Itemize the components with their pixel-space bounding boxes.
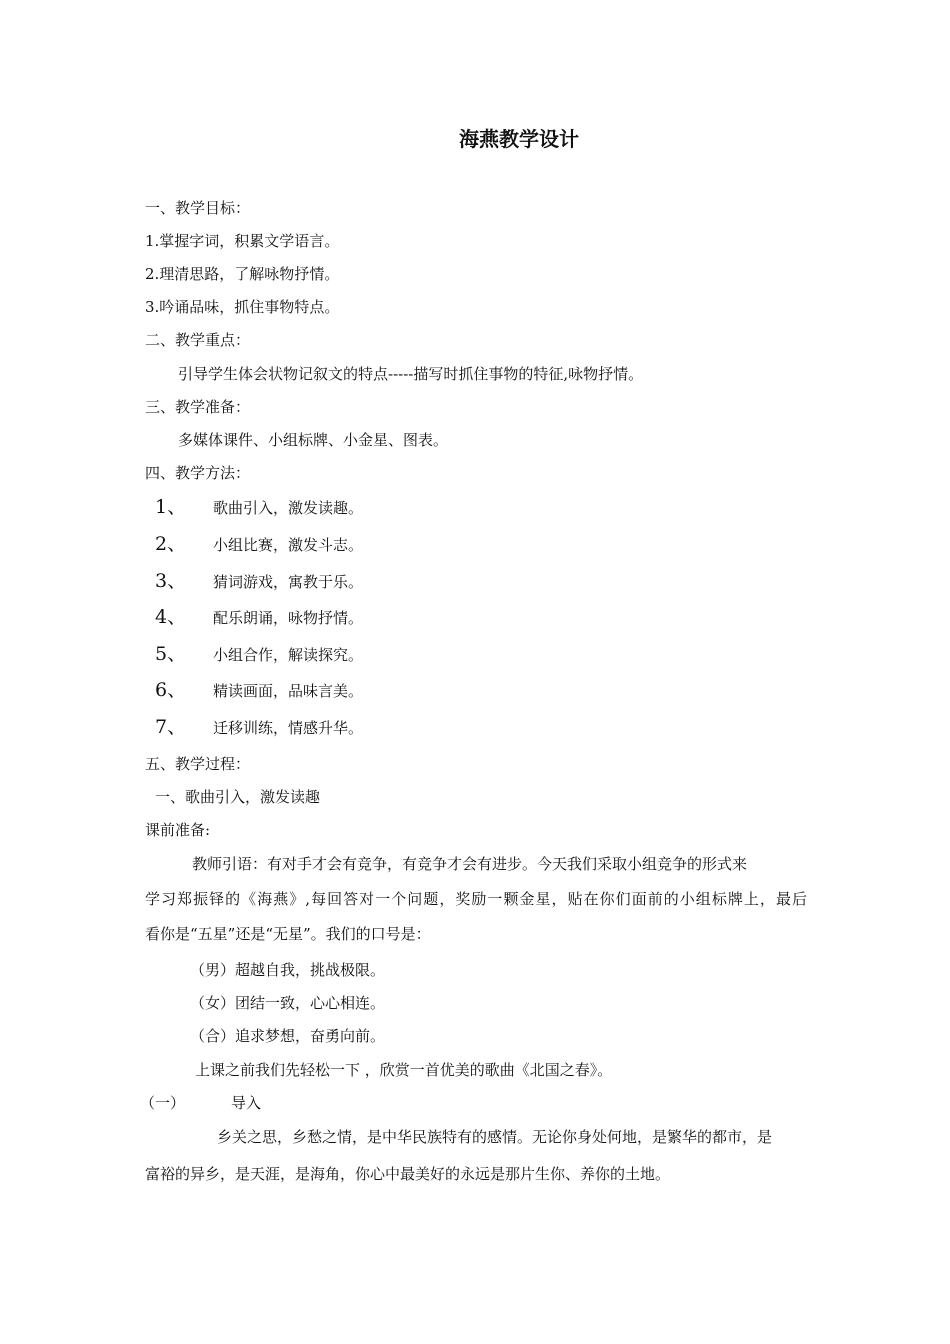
- method-item: [155, 680, 363, 701]
- method-number: 6、: [155, 679, 187, 701]
- goal-item: 1.掌握字词，积累文学语言。: [145, 232, 340, 250]
- method-item: [155, 717, 363, 738]
- method-text: 配乐朗诵，咏物抒情。: [213, 609, 364, 627]
- method-item: [155, 497, 363, 518]
- slogan-line: （合）追求梦想，奋勇向前。: [190, 1027, 386, 1045]
- prep-heading: 三、教学准备：: [145, 398, 251, 416]
- method-number: 3、: [155, 570, 187, 592]
- focus-text: 引导学生体会状物记叙文的特点-----描写时抓住事物的特征,咏物抒情。: [178, 365, 644, 383]
- lead-line: 富裕的异乡，是天涯，是海角，你心中最美好的永远是那片生你、养你的土地。: [145, 1165, 671, 1183]
- goal-item: 2.理清思路，了解咏物抒情。: [145, 265, 340, 283]
- method-item: [155, 571, 363, 592]
- part-heading: [140, 1093, 261, 1113]
- focus-heading: 二、教学重点：: [145, 331, 251, 349]
- method-number: 5、: [155, 643, 187, 665]
- method-number: 4、: [155, 606, 187, 628]
- method-text: 猜词游戏，寓教于乐。: [213, 573, 364, 591]
- intro-line: 看你是“五星”还是“无星”。我们的口号是：: [145, 925, 431, 943]
- process-heading: 五、教学过程：: [145, 755, 251, 773]
- method-number: 2、: [155, 533, 187, 555]
- method-number: 7、: [155, 716, 187, 738]
- intro-line: 教师引语：有对手才会有竞争，有竞争才会有进步。今天我们采取小组竞争的形式来: [192, 855, 748, 873]
- lead-line: 乡关之思，乡愁之情，是中华民族特有的感情。无论你身处何地，是繁华的都市，是: [217, 1128, 773, 1146]
- goals-heading: 一、教学目标：: [145, 199, 251, 217]
- prep-text: 多媒体课件、小组标牌、小金星、图表。: [178, 431, 449, 449]
- page-title: 海燕教学设计: [459, 127, 579, 151]
- slogan-line: （男）超越自我，挑战极限。: [190, 961, 386, 979]
- method-item: [155, 534, 363, 555]
- intro-line: 学习郑振铎的《海燕》,每回答对一个问题，奖励一颗金星，贴在你们面前的小组标牌上，最后: [145, 890, 807, 908]
- preclass-label: 课前准备:: [145, 821, 211, 839]
- method-text: 小组合作，解读探究。: [213, 646, 364, 664]
- part-label: （一）: [140, 1094, 186, 1112]
- part-title: 导入: [231, 1094, 262, 1112]
- song-line: 上课之前我们先轻松一下 ，欣赏一首优美的歌曲《北国之春》。: [195, 1061, 613, 1079]
- slogan-line: （女）团结一致，心心相连。: [190, 994, 386, 1012]
- method-heading: 四、教学方法：: [145, 464, 251, 482]
- method-text: 迁移训练，情感升华。: [213, 719, 364, 737]
- goal-item: 3.吟诵品味，抓住事物特点。: [145, 298, 340, 316]
- process-subheading: 一、歌曲引入，激发读趣: [155, 788, 321, 806]
- method-item: [155, 644, 363, 665]
- method-text: 精读画面，品味言美。: [213, 682, 364, 700]
- method-number: 1、: [155, 496, 187, 518]
- method-text: 歌曲引入，激发读趣。: [213, 499, 364, 517]
- method-item: [155, 607, 363, 628]
- method-text: 小组比赛，激发斗志。: [213, 536, 364, 554]
